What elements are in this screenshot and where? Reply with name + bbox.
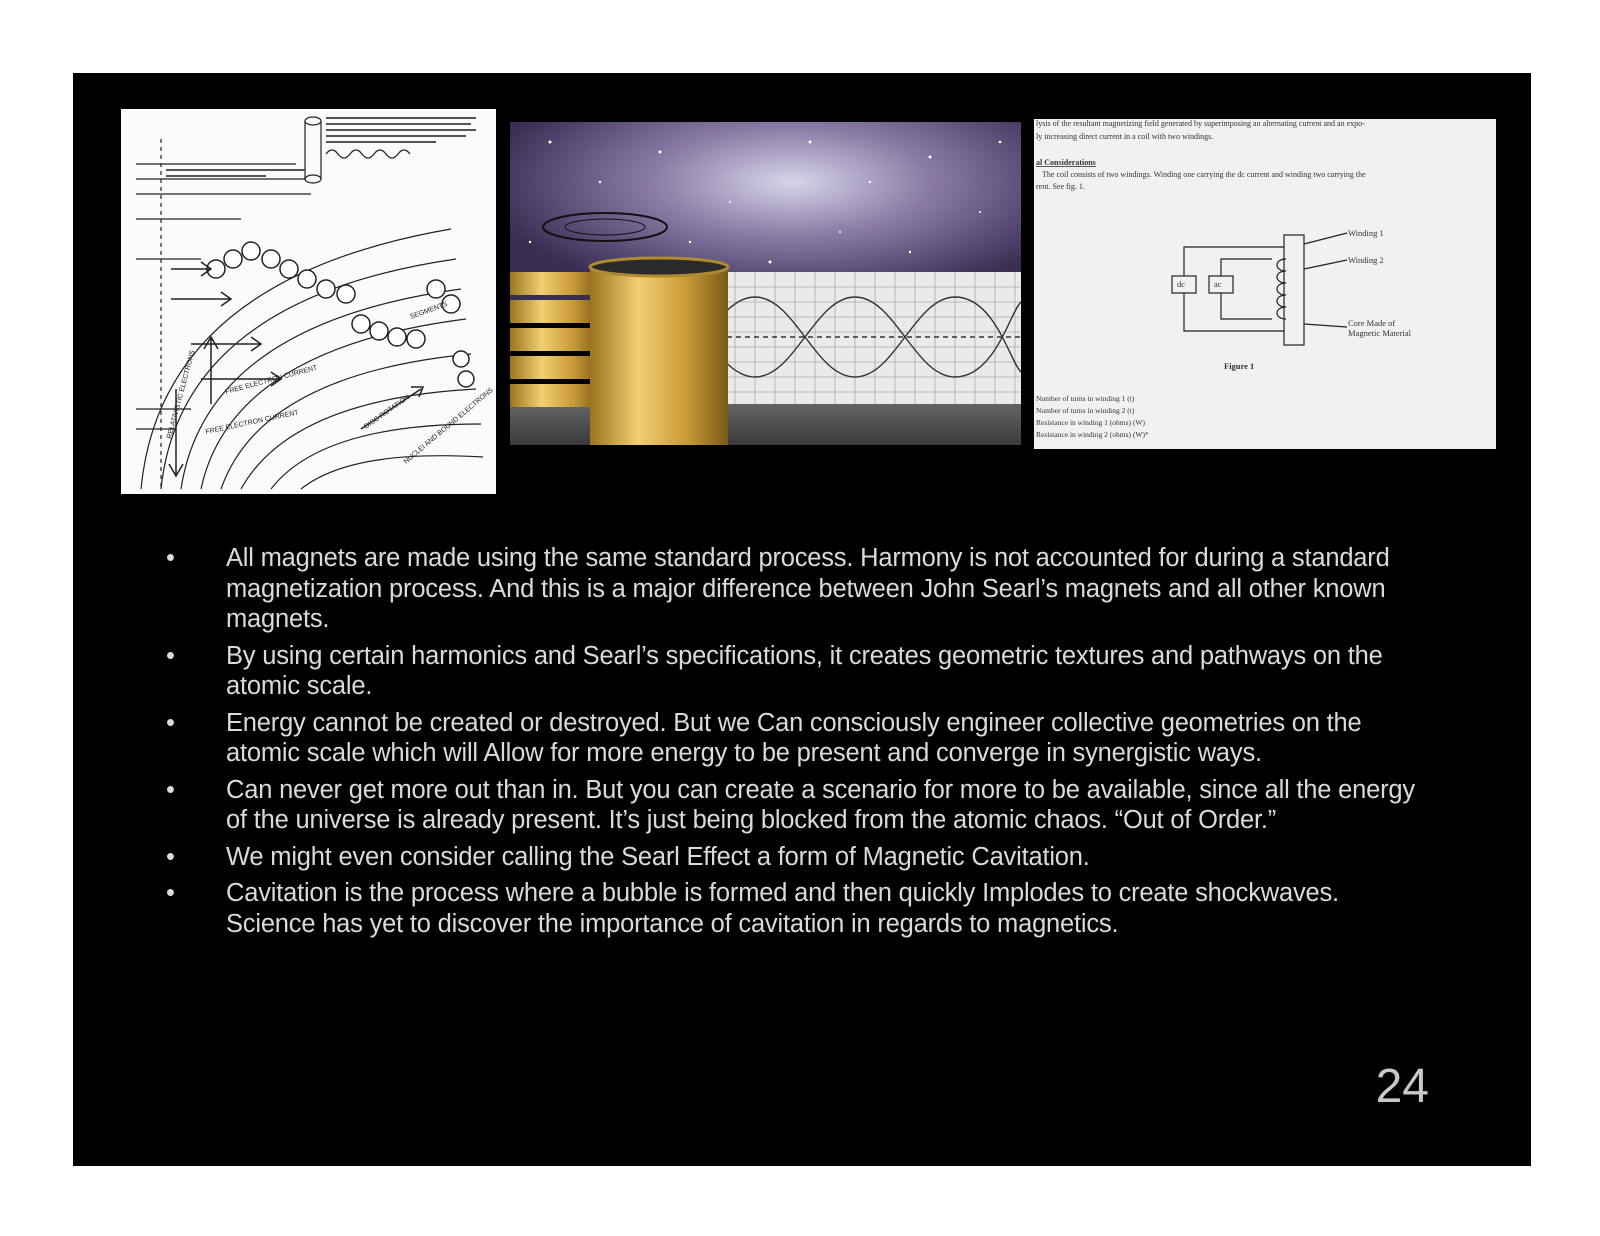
- doc-list-item: Resistance in winding 1 (ohms) (W): [1036, 418, 1145, 427]
- bullet-dot: •: [166, 879, 175, 907]
- sketch-label-segments: SEGMENTS: [409, 300, 449, 321]
- bullet-text: Energy cannot be created or destroyed. But we Can consciously engineer collective geometries on the atomic scale which will Allow for more energy to be present and converge in synergistic ways.: [226, 708, 1362, 767]
- coil-figure: [1034, 119, 1496, 449]
- doc-label-winding-1: Winding 1: [1348, 228, 1384, 238]
- doc-line-1: lysis of the resultant magnetizing field generated by superimposing an alternating current and an expo-: [1036, 119, 1365, 128]
- sketch-label-free-electron-1: FREE ELECTRON CURRENT: [224, 364, 319, 396]
- doc-label-core: Core Made of: [1348, 318, 1396, 328]
- bullet-dot: •: [166, 842, 175, 871]
- slide: [73, 73, 1531, 1166]
- bullet-item: [166, 842, 1416, 873]
- coil-document-image: [1034, 119, 1496, 449]
- doc-box-ac: ac: [1214, 279, 1222, 289]
- doc-paragraph-2: rent. See fig. 1.: [1036, 182, 1085, 191]
- magnet-render: [510, 122, 1021, 445]
- sketch-drawing: [121, 109, 496, 494]
- bullet-text: We might even consider calling the Searl Effect a form of Magnetic Cavitation.: [226, 842, 1090, 871]
- doc-paragraph: The coil consists of two windings. Winding one carrying the dc current and winding two carrying the: [1042, 170, 1366, 179]
- bullet-list: [166, 543, 1416, 945]
- bullet-dot: •: [166, 641, 175, 670]
- doc-list-item: Number of turns in winding 2 (t): [1036, 406, 1135, 415]
- bullet-text: Cavitation is the process where a bubble is formed and then quickly Implodes to create shockwaves. Science has yet to discover the importance of cavitation in regards to magnetics.: [226, 879, 1339, 938]
- doc-list-item: Number of turns in winding 1 (t): [1036, 394, 1135, 403]
- magnet-cosmos-image: [510, 122, 1021, 445]
- bullet-item: [166, 878, 1416, 939]
- bullet-item: [166, 775, 1416, 836]
- sketch-label-free-electron-2: FREE ELECTRON CURRENT: [204, 409, 300, 436]
- bullet-dot: •: [166, 775, 175, 804]
- bullet-text: All magnets are made using the same standard process. Harmony is not accounted for during a standard magnetization process. And this is a major difference between John Searl’s magnets and all other known magnets.: [226, 544, 1390, 633]
- bullet-item: [166, 543, 1416, 635]
- page-number: 24: [1375, 1060, 1429, 1113]
- doc-heading: al Considerations: [1036, 158, 1096, 167]
- sketch-label-nuclei: NUCLEI AND BOUND ELECTRONS: [402, 386, 495, 466]
- searl-sketch-image: [121, 109, 496, 494]
- doc-box-dc: dc: [1177, 279, 1186, 289]
- bullet-text: By using certain harmonics and Searl’s specifications, it creates geometric textures and pathways on the atomic scale.: [226, 641, 1383, 700]
- sketch-label-disc-rotation: DISC ROTATION: [363, 394, 412, 431]
- bullet-dot: •: [166, 544, 175, 572]
- bullet-item: [166, 708, 1416, 769]
- sketch-label-relativistic: RELATIVISTIC ELECTRONS: [166, 349, 197, 440]
- doc-figure-caption: Figure 1: [1224, 361, 1255, 371]
- bullet-item: [166, 641, 1416, 702]
- bullet-dot: •: [166, 708, 175, 737]
- doc-label-winding-2: Winding 2: [1348, 255, 1384, 265]
- bullet-text: Can never get more out than in. But you can create a scenario for more to be available, since all the energy of the universe is already present. It’s just being blocked from the atomic chaos. “Out of Order.”: [226, 775, 1415, 834]
- doc-line-2: ly increasing direct current in a coil with two windings.: [1036, 132, 1214, 141]
- doc-list-item: Resistance in winding 2 (ohms) (W)*: [1036, 430, 1149, 439]
- doc-label-core-material: Magnetic Material: [1348, 328, 1412, 338]
